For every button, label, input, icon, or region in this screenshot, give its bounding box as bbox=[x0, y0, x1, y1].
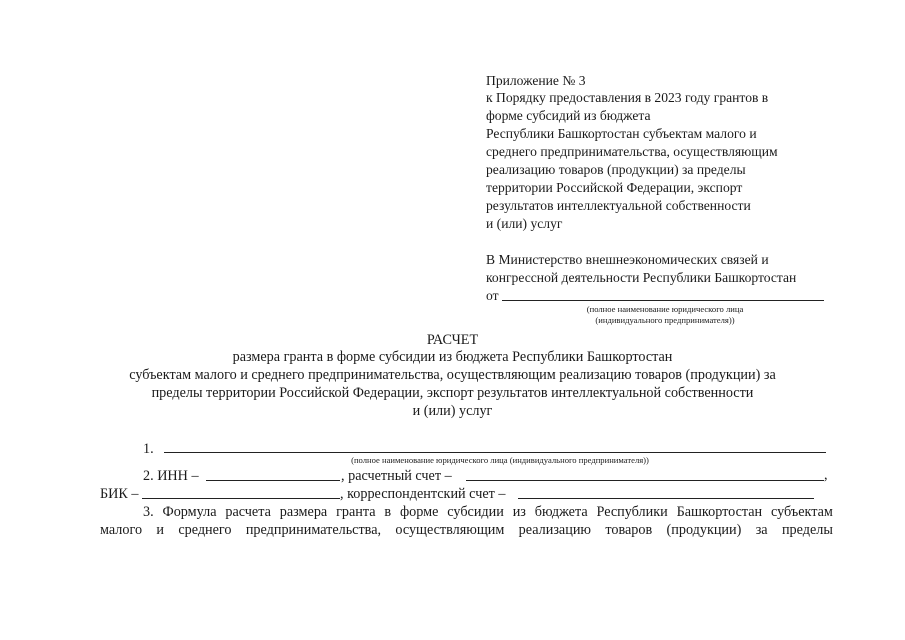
from-hint: (индивидуального предпринимателя)) bbox=[595, 315, 735, 325]
heading-line: размера гранта в форме субсидии из бюджета Республики Башкортостан bbox=[232, 349, 673, 365]
bik-label: БИК – bbox=[100, 486, 139, 502]
item-3-word: товаров bbox=[605, 522, 653, 538]
addressee-line: В Министерство внешнеэкономических связей и bbox=[486, 252, 769, 267]
appendix-line: и (или) услуг bbox=[486, 216, 563, 231]
appendix-line: к Порядку предоставления в 2023 году грантов в bbox=[486, 90, 769, 105]
item-3-word: расчета bbox=[225, 504, 271, 520]
from-label: от bbox=[486, 288, 499, 303]
item-3-word: форме bbox=[399, 504, 439, 520]
item-3-word: бюджета bbox=[534, 504, 588, 520]
bik-field-line bbox=[142, 498, 340, 499]
item-3-word: в bbox=[384, 504, 392, 520]
item-1-number: 1. bbox=[143, 441, 154, 457]
item-3-word: Башкортостан bbox=[676, 504, 763, 520]
account-comma: , bbox=[824, 467, 828, 483]
item-3-word: и bbox=[156, 522, 164, 538]
corr-field-line bbox=[518, 498, 814, 499]
appendix-line: Республики Башкортостан субъектам малого и bbox=[486, 126, 757, 141]
addressee-line: конгрессной деятельности Республики Башкортостан bbox=[486, 270, 797, 285]
item-3-word: предпринимательства, bbox=[245, 522, 382, 538]
appendix-line: результатов интеллектуальной собственности bbox=[486, 198, 751, 213]
item-3-word: осуществляющим bbox=[395, 522, 505, 538]
item-3-word: малого bbox=[100, 522, 143, 538]
item-3-word: субъектам bbox=[770, 504, 833, 520]
inn-field-line bbox=[206, 480, 340, 481]
item-3-word: Формула bbox=[162, 504, 217, 520]
item-3-word: за bbox=[755, 522, 768, 538]
item-3-line bbox=[100, 521, 833, 539]
item-3-word: пределы bbox=[781, 522, 833, 538]
item-3-word: размера bbox=[279, 504, 328, 520]
appendix-line: реализацию товаров (продукции) за пределы bbox=[486, 162, 746, 177]
heading-line: и (или) услуг bbox=[412, 403, 493, 419]
item-3-line bbox=[143, 503, 833, 521]
appendix-title: Приложение № 3 bbox=[486, 73, 586, 88]
account-label: , расчетный счет – bbox=[341, 468, 452, 484]
from-hint: (полное наименование юридического лица bbox=[586, 304, 744, 314]
appendix-line: среднего предпринимательства, осуществляющим bbox=[486, 144, 778, 159]
inn-label: 2. ИНН – bbox=[143, 468, 199, 484]
item-3-word: реализацию bbox=[518, 522, 592, 538]
item-3-word: гранта bbox=[336, 504, 376, 520]
item-3-word: (продукции) bbox=[666, 522, 742, 538]
heading-line: пределы территории Российской Федерации, экспорт результатов интеллектуальной собственности bbox=[151, 385, 754, 401]
item-3-word: 3. bbox=[143, 504, 154, 520]
item-1-hint: (полное наименование юридического лица (индивидуального предпринимателя)) bbox=[351, 455, 649, 465]
heading-line: субъектам малого и среднего предпринимательства, осуществляющим реализацию товаров (продукции) за bbox=[129, 367, 776, 383]
account-field-line bbox=[466, 480, 824, 481]
appendix-line: форме субсидий из бюджета bbox=[486, 108, 651, 123]
document-title: РАСЧЕТ bbox=[426, 332, 479, 348]
from-field-line bbox=[502, 300, 824, 301]
item-3-word: Республики bbox=[596, 504, 668, 520]
item-3-word: среднего bbox=[178, 522, 232, 538]
item-1-field-line bbox=[164, 452, 826, 453]
appendix-line: территории Российской Федерации, экспорт bbox=[486, 180, 743, 195]
corr-label: , корреспондентский счет – bbox=[340, 486, 506, 502]
item-3-word: субсидии bbox=[447, 504, 504, 520]
item-3-word: из bbox=[512, 504, 526, 520]
